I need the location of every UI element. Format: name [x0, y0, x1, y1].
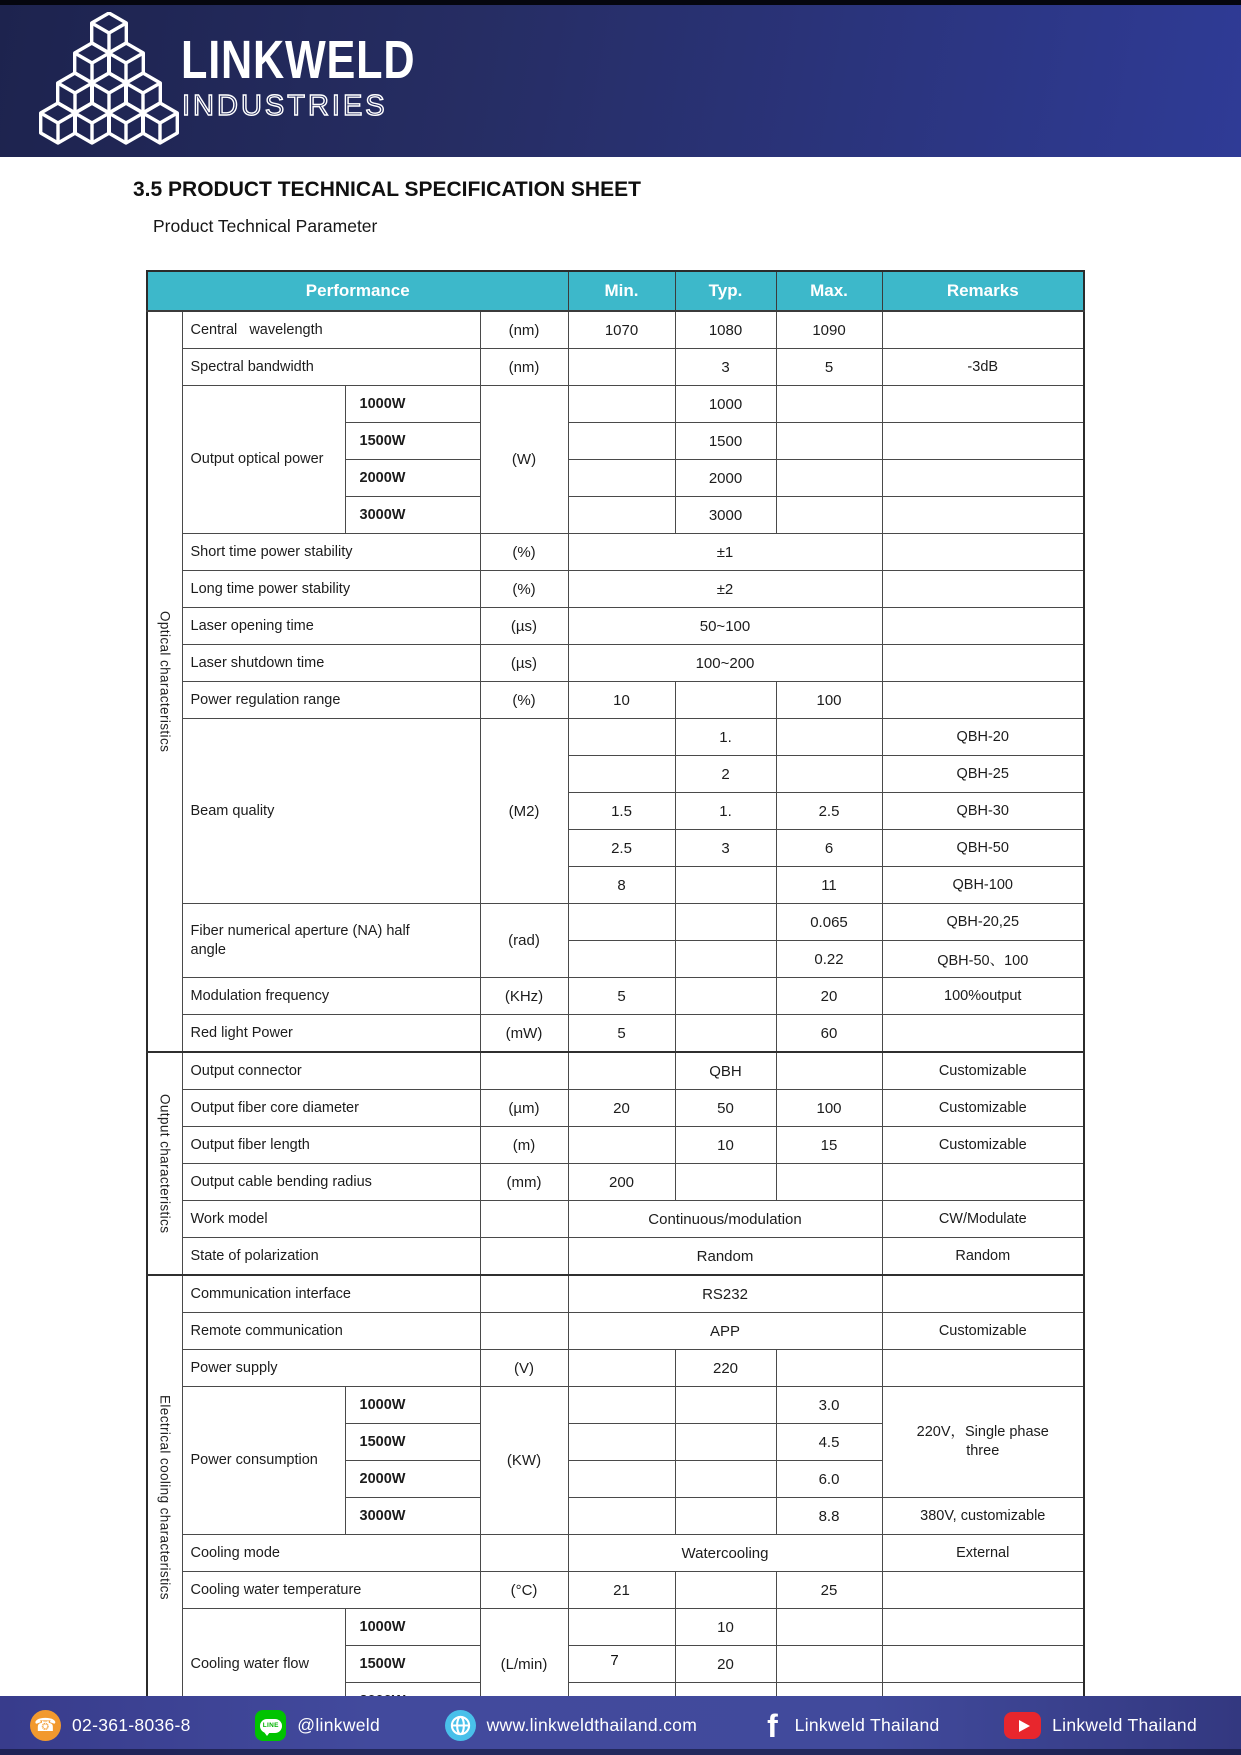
header-banner	[0, 0, 1241, 157]
value-cell: 100	[776, 682, 882, 719]
value-cell: 50~100	[568, 608, 882, 645]
power-variant-label: 3000W	[345, 497, 480, 534]
value-cell: 4.5	[776, 1424, 882, 1461]
value-cell	[675, 1572, 776, 1609]
remark-cell: Customizable	[882, 1052, 1084, 1090]
remark-cell	[882, 1350, 1084, 1387]
unit-cell: (KW)	[480, 1387, 568, 1535]
value-cell: APP	[568, 1313, 882, 1350]
value-cell	[568, 423, 675, 460]
param-label: Long time power stability	[182, 571, 480, 608]
footer-line-text: @linkweld	[297, 1715, 381, 1735]
remark-cell	[882, 571, 1084, 608]
power-variant-label: 3000W	[345, 1498, 480, 1535]
unit-cell: (%)	[480, 682, 568, 719]
value-cell	[675, 941, 776, 978]
remark-cell: 100%output	[882, 978, 1084, 1015]
unit-cell: (mm)	[480, 1164, 568, 1201]
value-cell: 1070	[568, 311, 675, 349]
value-cell: 2.5	[568, 830, 675, 867]
value-cell	[568, 719, 675, 756]
value-cell: 10	[675, 1609, 776, 1646]
value-cell	[675, 867, 776, 904]
globe-icon	[445, 1710, 476, 1741]
table-row	[147, 1535, 1084, 1572]
remark-cell	[882, 608, 1084, 645]
col-header-remarks: Remarks	[882, 271, 1084, 311]
unit-cell: (%)	[480, 534, 568, 571]
value-cell	[776, 386, 882, 423]
value-cell: 5	[568, 978, 675, 1015]
remark-cell: -3dB	[882, 349, 1084, 386]
phone-icon	[30, 1710, 61, 1741]
value-cell: 5	[776, 349, 882, 386]
remark-cell	[882, 1572, 1084, 1609]
value-cell: Continuous/modulation	[568, 1201, 882, 1238]
value-cell: 20	[568, 1090, 675, 1127]
remark-cell	[882, 386, 1084, 423]
table-row	[147, 1238, 1084, 1276]
param-label: Beam quality	[182, 719, 480, 904]
table-row	[147, 311, 1084, 349]
unit-cell: (µs)	[480, 645, 568, 682]
brand-logo-cubes-icon	[26, 12, 194, 148]
power-variant-label: 2000W	[345, 1461, 480, 1498]
table-row	[147, 1090, 1084, 1127]
footer-website-text: www.linkweldthailand.com	[486, 1715, 698, 1735]
remark-cell: Customizable	[882, 1313, 1084, 1350]
param-label: Work model	[182, 1201, 480, 1238]
brand-subname-text: INDUSTRIES	[182, 90, 388, 122]
value-cell: 11	[776, 867, 882, 904]
remark-cell: CW/Modulate	[882, 1201, 1084, 1238]
value-cell	[675, 682, 776, 719]
value-cell	[776, 1164, 882, 1201]
remark-cell	[882, 497, 1084, 534]
power-variant-label: 1000W	[345, 386, 480, 423]
value-cell: 3.0	[776, 1387, 882, 1424]
value-cell	[776, 1609, 882, 1646]
facebook-icon	[762, 1710, 784, 1741]
value-cell	[568, 1498, 675, 1535]
remark-cell: QBH-25	[882, 756, 1084, 793]
table-row	[147, 645, 1084, 682]
value-cell: 10	[675, 1127, 776, 1164]
value-cell	[568, 1387, 675, 1424]
value-cell: 3000	[675, 497, 776, 534]
brand-lockup	[181, 30, 474, 124]
table-row	[147, 904, 1084, 941]
youtube-icon	[1004, 1712, 1041, 1739]
table-row	[147, 1387, 1084, 1424]
unit-cell: (%)	[480, 571, 568, 608]
value-cell	[568, 941, 675, 978]
unit-cell	[480, 1535, 568, 1572]
remark-cell	[882, 1164, 1084, 1201]
param-label: State of polarization	[182, 1238, 480, 1276]
unit-cell: (rad)	[480, 904, 568, 978]
value-cell: 100	[776, 1090, 882, 1127]
value-cell	[675, 1164, 776, 1201]
value-cell: 1500	[675, 423, 776, 460]
param-label: Central wavelength	[182, 311, 480, 349]
value-cell: 0.22	[776, 941, 882, 978]
remark-cell: QBH-30	[882, 793, 1084, 830]
remark-cell: QBH-50	[882, 830, 1084, 867]
unit-cell	[480, 1052, 568, 1090]
remark-cell: External	[882, 1535, 1084, 1572]
param-label: Output fiber length	[182, 1127, 480, 1164]
value-cell	[568, 1609, 675, 1646]
power-variant-label: 1000W	[345, 1609, 480, 1646]
power-variant-label: 2000W	[345, 460, 480, 497]
value-cell: 3	[675, 830, 776, 867]
remark-cell	[882, 311, 1084, 349]
remark-cell: Random	[882, 1238, 1084, 1276]
table-row	[147, 1609, 1084, 1646]
unit-cell: (W)	[480, 386, 568, 534]
value-cell	[568, 386, 675, 423]
table-row	[147, 719, 1084, 756]
value-cell: Watercooling	[568, 1535, 882, 1572]
section-title: 3.5 PRODUCT TECHNICAL SPECIFICATION SHEET	[133, 178, 641, 201]
unit-cell: (KHz)	[480, 978, 568, 1015]
footer-bar	[0, 1696, 1241, 1755]
value-cell	[675, 1387, 776, 1424]
remark-cell	[882, 1015, 1084, 1053]
spec-table	[146, 270, 1085, 1721]
value-cell: 1090	[776, 311, 882, 349]
unit-cell: (µm)	[480, 1090, 568, 1127]
value-cell: 21	[568, 1572, 675, 1609]
table-header-row	[147, 271, 1084, 311]
param-label: Laser shutdown time	[182, 645, 480, 682]
brand-name: LINKWELD	[181, 30, 416, 90]
table-row	[147, 1350, 1084, 1387]
power-variant-label: 1500W	[345, 423, 480, 460]
param-label: Cooling water flow	[182, 1609, 345, 1721]
group-optical: Optical characteristics	[147, 311, 182, 1052]
value-cell: QBH	[675, 1052, 776, 1090]
value-cell	[776, 756, 882, 793]
unit-cell	[480, 1275, 568, 1313]
footer-website	[445, 1710, 697, 1741]
footer-youtube-text: Linkweld Thailand	[1052, 1715, 1197, 1735]
param-label: Output optical power	[182, 386, 345, 534]
footer-phone-text: 02-361-8036-8	[72, 1715, 191, 1735]
value-cell: 2000	[675, 460, 776, 497]
param-label: Laser opening time	[182, 608, 480, 645]
col-header-typ: Typ.	[675, 271, 776, 311]
power-variant-label: 1500W	[345, 1646, 480, 1683]
remark-cell	[882, 1609, 1084, 1646]
value-cell	[568, 460, 675, 497]
remark-cell: 380V, customizable	[882, 1498, 1084, 1535]
spec-table-body	[147, 311, 1084, 1720]
value-cell	[675, 1424, 776, 1461]
col-header-min: Min.	[568, 271, 675, 311]
value-cell: ±1	[568, 534, 882, 571]
value-cell	[776, 1052, 882, 1090]
line-icon	[255, 1710, 286, 1741]
value-cell: 1000	[675, 386, 776, 423]
value-cell	[568, 1461, 675, 1498]
remark-cell: QBH-50、100	[882, 941, 1084, 978]
param-label: Communication interface	[182, 1275, 480, 1313]
value-cell	[568, 1052, 675, 1090]
power-variant-label: 1000W	[345, 1387, 480, 1424]
unit-cell: (M2)	[480, 719, 568, 904]
value-cell	[776, 423, 882, 460]
value-cell	[675, 1015, 776, 1053]
table-row	[147, 682, 1084, 719]
value-cell	[675, 1498, 776, 1535]
value-cell	[776, 497, 882, 534]
value-cell	[568, 1127, 675, 1164]
param-label: Output fiber core diameter	[182, 1090, 480, 1127]
table-row	[147, 1313, 1084, 1350]
value-cell: 1080	[675, 311, 776, 349]
table-row	[147, 1127, 1084, 1164]
unit-cell: (nm)	[480, 311, 568, 349]
value-cell: 6	[776, 830, 882, 867]
value-cell: 3	[675, 349, 776, 386]
value-cell: 10	[568, 682, 675, 719]
value-cell: 2.5	[776, 793, 882, 830]
remark-cell: QBH-20,25	[882, 904, 1084, 941]
value-cell	[776, 719, 882, 756]
value-cell: 2	[675, 756, 776, 793]
table-caption: Product Technical Parameter	[153, 216, 378, 236]
power-variant-label: 1500W	[345, 1424, 480, 1461]
value-cell: 1.5	[568, 793, 675, 830]
unit-cell: (L/min)	[480, 1609, 568, 1721]
param-label: Fiber numerical aperture (NA) half angle	[182, 904, 480, 978]
remark-cell	[882, 534, 1084, 571]
value-cell: 15	[776, 1127, 882, 1164]
table-row	[147, 386, 1084, 423]
table-row	[147, 1201, 1084, 1238]
value-cell	[675, 904, 776, 941]
param-label: Power supply	[182, 1350, 480, 1387]
param-label: Cooling water temperature	[182, 1572, 480, 1609]
table-row	[147, 1052, 1084, 1090]
footer-line	[255, 1710, 380, 1741]
col-header-max: Max.	[776, 271, 882, 311]
footer-facebook-text: Linkweld Thailand	[794, 1715, 940, 1735]
value-cell	[776, 1350, 882, 1387]
group-output: Output characteristics	[147, 1052, 182, 1275]
value-cell	[568, 497, 675, 534]
value-cell	[776, 460, 882, 497]
value-cell: 20	[675, 1646, 776, 1683]
remark-cell	[882, 460, 1084, 497]
value-cell: 25	[776, 1572, 882, 1609]
value-cell: 100~200	[568, 645, 882, 682]
param-label: Modulation frequency	[182, 978, 480, 1015]
remark-cell	[882, 645, 1084, 682]
param-label: Spectral bandwidth	[182, 349, 480, 386]
value-cell: 20	[776, 978, 882, 1015]
value-cell	[568, 349, 675, 386]
value-cell: 1.	[675, 793, 776, 830]
table-row	[147, 1275, 1084, 1313]
remark-cell: QBH-20	[882, 719, 1084, 756]
table-row	[147, 1572, 1084, 1609]
unit-cell: (m)	[480, 1127, 568, 1164]
value-cell: 220	[675, 1350, 776, 1387]
unit-cell: (mW)	[480, 1015, 568, 1053]
table-row	[147, 1164, 1084, 1201]
param-label: Power regulation range	[182, 682, 480, 719]
col-header-performance: Performance	[147, 271, 568, 311]
footer-facebook	[762, 1710, 940, 1741]
value-cell: Random	[568, 1238, 882, 1276]
param-label: Remote communication	[182, 1313, 480, 1350]
table-row	[147, 534, 1084, 571]
remark-cell: 220V，Single phase three	[882, 1387, 1084, 1498]
value-cell: 50	[675, 1090, 776, 1127]
param-label: Short time power stability	[182, 534, 480, 571]
unit-cell	[480, 1313, 568, 1350]
unit-cell: (V)	[480, 1350, 568, 1387]
value-cell	[568, 1350, 675, 1387]
unit-cell	[480, 1201, 568, 1238]
table-row	[147, 349, 1084, 386]
value-cell: 8.8	[776, 1498, 882, 1535]
param-label: Output connector	[182, 1052, 480, 1090]
param-label: Cooling mode	[182, 1535, 480, 1572]
table-row	[147, 571, 1084, 608]
remark-cell: Customizable	[882, 1090, 1084, 1127]
brand-subname	[181, 88, 441, 124]
unit-cell	[480, 1238, 568, 1276]
unit-cell: (°C)	[480, 1572, 568, 1609]
remark-cell: Customizable	[882, 1127, 1084, 1164]
line-bubble-text: LINE	[260, 1719, 282, 1733]
value-cell: 5	[568, 1015, 675, 1053]
unit-cell: (nm)	[480, 349, 568, 386]
value-cell: 200	[568, 1164, 675, 1201]
value-cell	[675, 1461, 776, 1498]
group-electrical: Electrical cooling characteristics	[147, 1275, 182, 1720]
footer-phone	[30, 1710, 191, 1741]
value-cell	[675, 978, 776, 1015]
value-cell: 60	[776, 1015, 882, 1053]
unit-cell: (µs)	[480, 608, 568, 645]
remark-cell	[882, 1275, 1084, 1313]
remark-cell	[882, 423, 1084, 460]
value-cell: 6.0	[776, 1461, 882, 1498]
param-label: Power consumption	[182, 1387, 345, 1535]
table-row	[147, 1015, 1084, 1053]
remark-cell	[882, 682, 1084, 719]
footer-youtube	[1004, 1712, 1197, 1739]
table-row	[147, 978, 1084, 1015]
table-row	[147, 608, 1084, 645]
value-cell: 8	[568, 867, 675, 904]
param-label: Red light Power	[182, 1015, 480, 1053]
value-cell	[568, 1424, 675, 1461]
value-cell	[568, 756, 675, 793]
value-cell: 0.065	[776, 904, 882, 941]
value-cell: ±2	[568, 571, 882, 608]
value-cell: 1.	[675, 719, 776, 756]
page-number: 7	[610, 1652, 619, 1669]
remark-cell: QBH-100	[882, 867, 1084, 904]
value-cell	[568, 904, 675, 941]
value-cell: RS232	[568, 1275, 882, 1313]
param-label: Output cable bending radius	[182, 1164, 480, 1201]
